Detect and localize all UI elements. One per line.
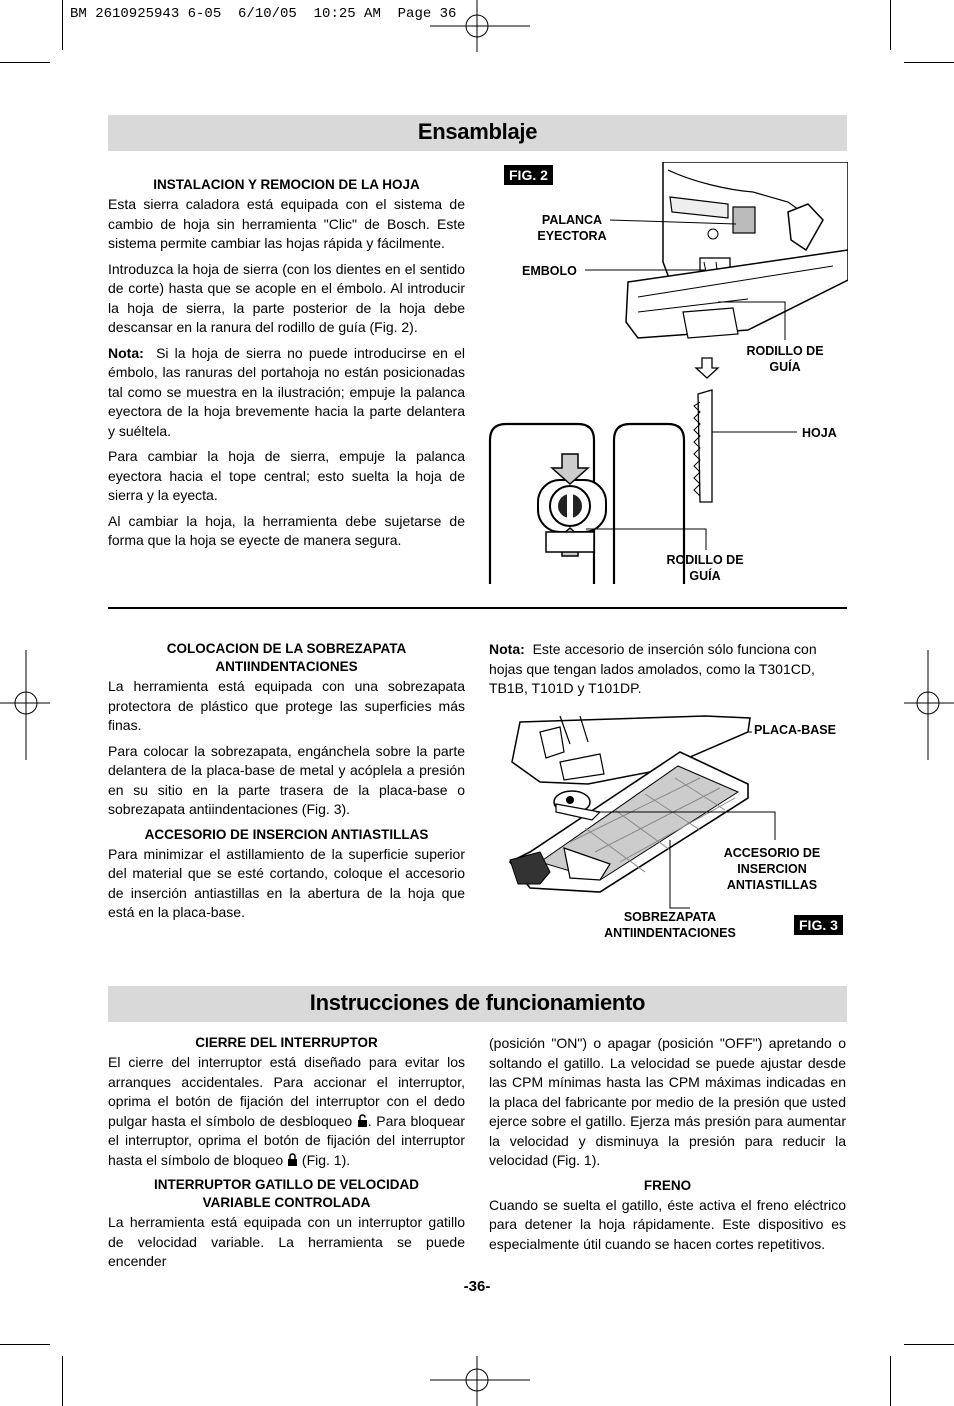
figure-tag: FIG. 3 <box>794 915 843 935</box>
figure-tag: FIG. 2 <box>504 165 553 185</box>
label-guide-roller-detail: RODILLO DE GUÍA <box>666 553 744 583</box>
section-title: Ensamblaje <box>417 119 538 144</box>
section-heading: ACCESORIO DE INSERCION ANTIASTILLAS <box>144 826 429 842</box>
paragraph: Al cambiar la hoja, la herramienta debe sujetarse de forma que la hoja se eyecte de manera segura. <box>108 512 465 548</box>
anti-mar-shoe-section <box>108 640 465 929</box>
section-divider <box>108 607 847 609</box>
label-anti-splinter-insert: ACCESORIO DE INSERCION ANTIASTILLAS <box>723 846 821 892</box>
section-heading: FRENO <box>643 1177 692 1193</box>
paragraph: Para colocar la sobrezapata, engánchela sobre la parte delantera de la placa-base de metal y acóplela a presión en su sitio en la parte trasera de la placa-base o sobrezapata antiindentaciones (Fig. 3). <box>108 742 465 817</box>
page-number: -36- <box>463 1278 491 1295</box>
registration-mark-right <box>904 650 954 760</box>
section-banner-operating <box>108 986 847 1022</box>
print-slug: BM 2610925943 6-05 6/10/05 10:25 AM Page 36 <box>70 6 457 22</box>
paragraph: . Para bloquear el interruptor, oprima el botón de fijación del interruptor hasta el símbolo de bloqueo <box>108 1112 465 1168</box>
registration-mark-top <box>430 0 530 70</box>
section-heading: INTERRUPTOR GATILLO DE VELOCIDAD VARIABLE CONTROLADA <box>153 1177 419 1210</box>
label-blade: HOJA <box>802 426 837 440</box>
paragraph: El cierre del interruptor está diseñado para evitar los arranques accidentales. Para accionar el interruptor, oprima el botón de fijación del interruptor con el dedo pulgar hasta el símbolo de desbloqueo <box>108 1054 465 1129</box>
figure-2 <box>488 162 848 584</box>
blade-install-section <box>108 176 465 557</box>
section-banner-assembly <box>108 115 847 151</box>
paragraph: Para cambiar la hoja de sierra, empuje la palanca eyectora hacia el tope central; esto suelta la hoja de sierra y la eyecta. <box>108 448 465 503</box>
label-anti-mar-shoe: SOBREZAPATA ANTIINDENTACIONES <box>604 910 736 940</box>
paragraph: Para minimizar el astillamiento de la superficie superior del material que se esté cortando, coloque el accesorio de inserción antiastillas en la abertura de la hoja que está en la placa-base. <box>108 845 465 920</box>
note-label: Nota: <box>108 344 144 361</box>
paragraph: Introduzca la hoja de sierra (con los dientes en el sentido de corte) hasta que se acople en el émbolo. Al introducir la hoja de sierra, la parte posterior de la hoja debe descansar en la ranura del rodillo de guía (Fig. 2). <box>108 260 465 335</box>
label-base-plate: PLACA-BASE <box>754 723 836 737</box>
paragraph: (Fig. 1). <box>301 1151 351 1168</box>
section-heading: INSTALACION Y REMOCION DE LA HOJA <box>153 177 420 192</box>
switch-lock-section <box>108 1034 465 1278</box>
label-ejector-lever: PALANCA EYECTORA <box>537 213 607 243</box>
figure-3 <box>500 712 848 948</box>
note-label: Nota: <box>489 641 525 657</box>
lock-icon <box>287 1153 298 1167</box>
paragraph: La herramienta está equipada con un interruptor gatillo de velocidad variable. La herramienta se puede encender <box>108 1214 465 1269</box>
note-text: Este accesorio de inserción sólo funciona con hojas que tengan lados amolados, como la T301CD, TB1B, T101D y T101DP. <box>489 641 817 696</box>
paragraph: (posición "ON") o apagar (posición "OFF") apretando o soltando el gatillo. La velocidad se puede ajustar desde las CPM mínimas hasta las CPM máximas indicadas en la placa del fabricante por medio de la presión que usted ejerce sobre el gatillo. Ejerza más presión para aumentar la velocidad y disminuya la presión para reducir la velocidad (Fig. 1). <box>489 1035 846 1168</box>
trigger-brake-section <box>489 1034 846 1260</box>
section-heading: CIERRE DEL INTERRUPTOR <box>195 1035 378 1050</box>
note-text: Si la hoja de sierra no puede introducirse en el émbolo, las ranuras del portahoja no están posicionadas tal como se muestra en la ilustración; empuje la palanca eyectora de la hoja brevemente hacia la parte delantera y suéltela. <box>108 344 465 439</box>
paragraph: Cuando se suelta el gatillo, éste activa el freno eléctrico para detener la hoja rápidamente. Este dispositivo es especialmente útil cuando se hacen cortes repetitivos. <box>489 1196 846 1252</box>
section-title: Instrucciones de funcionamiento <box>309 990 646 1015</box>
registration-mark-bottom <box>430 1356 530 1406</box>
label-guide-roller: RODILLO DE GUÍA <box>746 344 824 374</box>
label-plunger: EMBOLO <box>522 264 577 278</box>
paragraph: La herramienta está equipada con una sobrezapata protectora de plástico que protege las superficies más finas. <box>108 678 465 733</box>
registration-mark-left <box>0 650 50 760</box>
section-heading: COLOCACION DE LA SOBREZAPATA ANTIINDENTACIONES <box>166 641 407 674</box>
note-paragraph <box>108 344 465 442</box>
unlock-icon <box>357 1114 368 1128</box>
paragraph: Esta sierra caladora está equipada con el sistema de cambio de hoja sin herramienta "Clic" de Bosch. Este sistema permite cambiar las hojas rápida y fácilmente. <box>108 196 465 251</box>
insert-note <box>489 640 846 705</box>
